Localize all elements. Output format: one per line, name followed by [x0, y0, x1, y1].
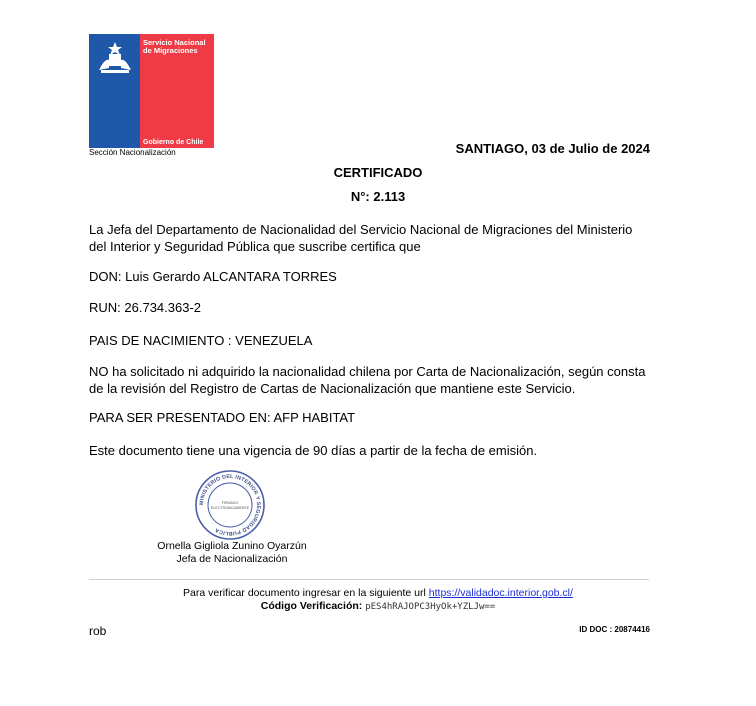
certificate-number: N°: 2.113	[350, 189, 406, 204]
verification-code-label: Código Verificación:	[260, 600, 366, 612]
document-id: ID DOC : 20874416	[579, 625, 650, 634]
logo-government: Gobierno de Chile	[143, 139, 204, 146]
birth-country: PAIS DE NACIMIENTO : VENEZUELA	[89, 333, 313, 348]
verify-line	[0, 587, 756, 599]
presented-to: PARA SER PRESENTADO EN: AFP HABITAT	[89, 410, 356, 425]
logo-name-line1: Servicio Nacional	[143, 38, 206, 47]
intro-paragraph: La Jefa del Departamento de Nacionalidad del Servicio Nacional de Migraciones del Ministerio del Interior y Seguridad Pública que suscribe certifica que	[89, 222, 633, 254]
verify-text: Para verificar documento ingresar en la siguiente url	[183, 587, 429, 599]
footer-divider	[89, 579, 649, 580]
statement-paragraph: NO ha solicitado ni adquirido la nacionalidad chilena por Carta de Nacionalización, según consta de la revisión del Registro de Cartas de Nacionalización que mantiene este Servicio.	[89, 364, 646, 396]
section-label: Sección Nacionalización	[89, 148, 176, 157]
institution-logo	[89, 34, 214, 148]
signer-role: Jefa de Nacionalización	[176, 553, 288, 565]
logo-name-line2: de Migraciones	[143, 46, 198, 55]
signer-name: Ornella Gigliola Zunino Oyarzún	[157, 540, 307, 552]
verify-link[interactable]: https://validadoc.interior.gob.cl/	[428, 587, 573, 599]
person-name: DON: Luis Gerardo ALCANTARA TORRES	[89, 269, 337, 284]
verification-code-value: pES4hRAJOPC3HyOk+YZLJw==	[365, 602, 496, 612]
document-date: SANTIAGO, 03 de Julio de 2024	[455, 141, 650, 156]
coat-of-arms-icon	[95, 40, 135, 76]
typist-initials: rob	[89, 624, 107, 638]
stamp-ring-text: MINISTERIO DEL INTERIOR Y SEGURIDAD PUBLICA	[198, 473, 262, 537]
official-stamp	[194, 469, 266, 541]
document-title: CERTIFICADO	[333, 165, 423, 180]
stamp-center-line2: ELECTRONICAMENTE	[210, 506, 250, 510]
validity-note: Este documento tiene una vigencia de 90 días a partir de la fecha de emisión.	[89, 443, 538, 458]
stamp-center-line1: FIRMADO	[221, 501, 239, 505]
person-run: RUN: 26.734.363-2	[89, 300, 202, 315]
verification-code-line	[0, 600, 756, 612]
